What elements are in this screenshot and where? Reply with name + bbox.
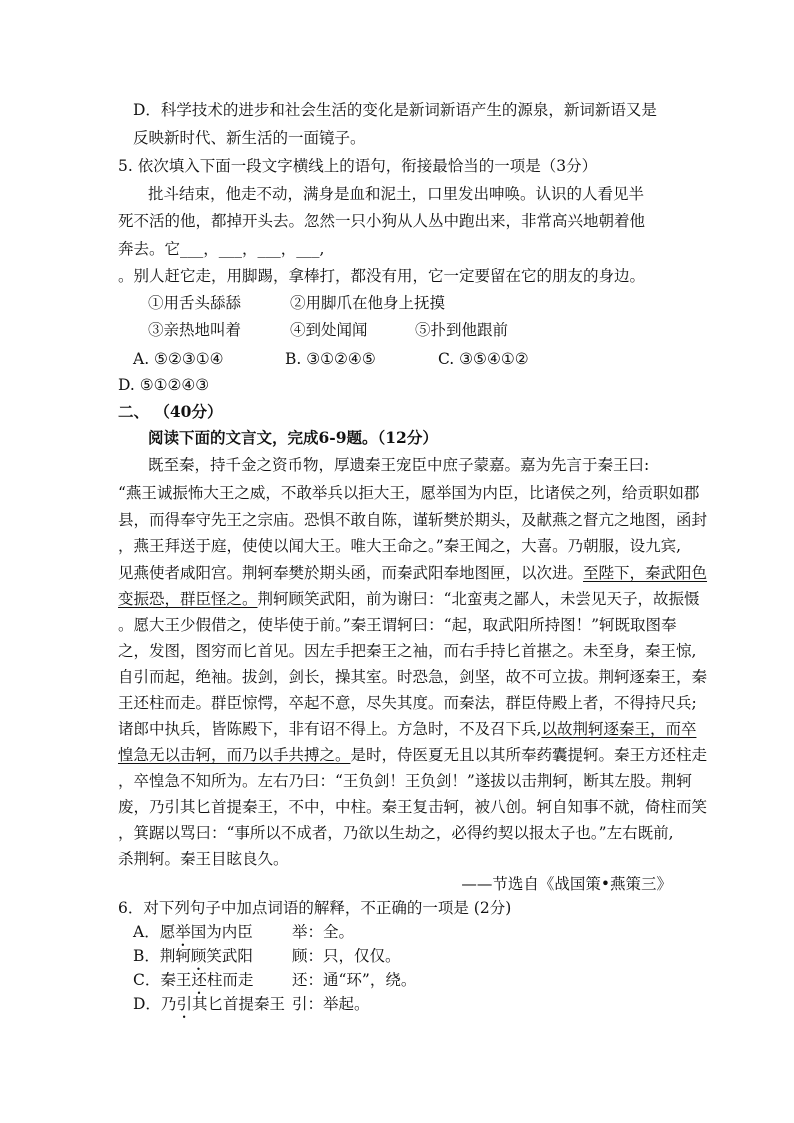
- underlined-sentence-1: 至陛下，秦武阳色: [583, 564, 708, 582]
- passage-line: 县，而得奉守先王之宗庙。恐惧不敢自陈，谨斩樊於期头，及献燕之督亢之地图，函封: [118, 511, 708, 529]
- passage-line: [118, 719, 696, 739]
- q5-item-2: ②用脚爪在他身上抚摸: [290, 294, 446, 312]
- q5-item-1: ①用舌头舔舔: [148, 294, 242, 312]
- q6-stem: 6．对下列句子中加点词语的解释，不正确的一项是 (2分): [118, 899, 512, 917]
- q5-option-d: D. ⑤①②④③: [118, 376, 210, 394]
- passage-line: 自引而起，绝袖。拔剑，剑长，操其室。时恐急，剑坚，故不可立拔。荆轲逐秦王，秦: [118, 668, 708, 686]
- passage-text: 是时，侍医夏无且以其所奉药囊提轲。秦王方还柱走: [350, 746, 708, 764]
- passage-line: 之，发图，图穷而匕首见。因左手把秦王之袖，而右手持匕首揕之。未至身，秦王惊,: [118, 642, 697, 660]
- dotted-key-word: 还: [191, 971, 207, 989]
- q5-item-4: ④到处闻闻: [290, 321, 368, 339]
- passage-line: 王还柱而走。群臣惊愕，卒起不意，尽失其度。而秦法，群臣侍殿上者，不得持尺兵;: [118, 694, 697, 712]
- q4-option-d-line2: 反映新时代、新生活的一面镜子。: [133, 129, 366, 147]
- dotted-key-word: 举: [175, 923, 191, 941]
- q6-gloss-d: 引：举起。: [292, 995, 370, 1013]
- section-heading: 二、 （40分）: [118, 402, 223, 421]
- q5-paragraph-line: 死不活的他，都掉开头去。忽然一只小狗从人丛中跑出来，非常高兴地朝着他: [118, 212, 646, 230]
- q6-option-text: 柱而走: [206, 971, 254, 989]
- q6-option-text: 国为内臣: [190, 923, 253, 941]
- passage-line: [118, 589, 699, 609]
- q6-option-text: 其匕首提秦王: [191, 995, 285, 1013]
- passage-line: 杀荆轲。秦王目眩良久。: [118, 850, 289, 868]
- section-instruction: 阅读下面的文言文，完成6-9题。（12分）: [148, 428, 438, 447]
- passage-line: “燕王诚振怖大王之威，不敢举兵以拒大王，愿举国为内臣，比诸侯之列，给贡职如郡: [118, 484, 700, 502]
- q6-gloss-b: 顾：只，仅仅。: [292, 947, 401, 965]
- passage-line: 废，乃引其匕首提秦王，不中，中柱。秦王复击轲，被八创。轲自知事不就，倚柱而笑: [118, 798, 708, 816]
- q5-item-5: ⑤扑到他跟前: [415, 321, 509, 339]
- dotted-key-word: 顾: [190, 947, 207, 965]
- q6-option-text: A．愿: [133, 923, 176, 941]
- q6-gloss-a: 举：全。: [292, 923, 355, 941]
- underlined-sentence-2-cont: 惶急无以击轲，而乃以手共搏之。: [118, 746, 351, 764]
- passage-line: ，燕王拜送于庭，使使以闻大王。唯大王命之。”秦王闻之，大喜。乃朝服，设九宾,: [118, 537, 682, 555]
- q5-stem: 5. 依次填入下面一段文字横线上的语句，衔接最恰当的一项是（3分）: [118, 157, 598, 175]
- passage-text: 见燕使者咸阳宫。荆轲奉樊於期头函，而秦武阳奉地图匣，以次进。: [118, 564, 584, 582]
- q6-option-text: B．荆轲: [133, 947, 191, 965]
- underlined-sentence-2: 以故荆轲逐秦王，而卒: [541, 720, 697, 738]
- passage-line: [118, 563, 707, 583]
- passage-source: ——节选自《战国策•燕策三》: [461, 875, 672, 893]
- q6-option-text: D．乃: [133, 995, 177, 1013]
- q5-paragraph-line: 奔去。它___，___，___，___,: [118, 240, 325, 258]
- q5-item-3: ③亲热地叫着: [148, 321, 242, 339]
- q5-option-b: B. ③①②④⑤: [285, 350, 376, 368]
- q6-gloss-c: 还：通“环”，绕。: [292, 971, 417, 989]
- q5-option-c: C. ③⑤④①②: [438, 350, 529, 368]
- q5-paragraph-line: 批斗结束，他走不动，满身是血和泥土，口里发出呻唤。认识的人看见半: [148, 185, 645, 203]
- passage-line: [118, 745, 707, 765]
- q5-option-a: A. ⑤②③①④: [133, 350, 224, 368]
- q6-option-text: C．秦王: [133, 971, 192, 989]
- q6-option-d: [133, 994, 285, 1022]
- passage-line: ，卒惶急不知所为。左右乃曰：“王负剑！王负剑！”遂拔以击荆轲，断其左股。荆轲: [118, 772, 692, 790]
- passage-text: 荆轲顾笑武阳，前为谢曰：“北蛮夷之鄙人，未尝见天子，故振慑: [257, 590, 700, 608]
- q6-option-text: 笑武阳: [206, 947, 253, 965]
- passage-text: 诸郎中执兵，皆陈殿下，非有诏不得上。方急时，不及召下兵,: [118, 720, 542, 738]
- passage-line: 。愿大王少假借之，使毕使于前。”秦王谓轲曰：“起，取武阳所持图！”轲既取图奉: [118, 616, 677, 634]
- q4-option-d-line1: D．科学技术的进步和社会生活的变化是新词新语产生的源泉，新词新语又是: [133, 101, 657, 119]
- passage-line: 既至秦，持千金之资币物，厚遗秦王宠臣中庶子蒙嘉。嘉为先言于秦王曰:: [148, 456, 650, 474]
- underlined-sentence-1-cont: 变振恐，群臣怪之。: [118, 590, 258, 608]
- dotted-key-word: 引: [176, 995, 192, 1013]
- q5-paragraph-line: 。别人赶它走，用脚踢，拿棒打，都没有用，它一定要留在它的朋友的身边。: [118, 267, 646, 285]
- passage-line: ，箕踞以骂曰：“事所以不成者，乃欲以生劫之，必得约契以报太子也。”左右既前,: [118, 824, 674, 842]
